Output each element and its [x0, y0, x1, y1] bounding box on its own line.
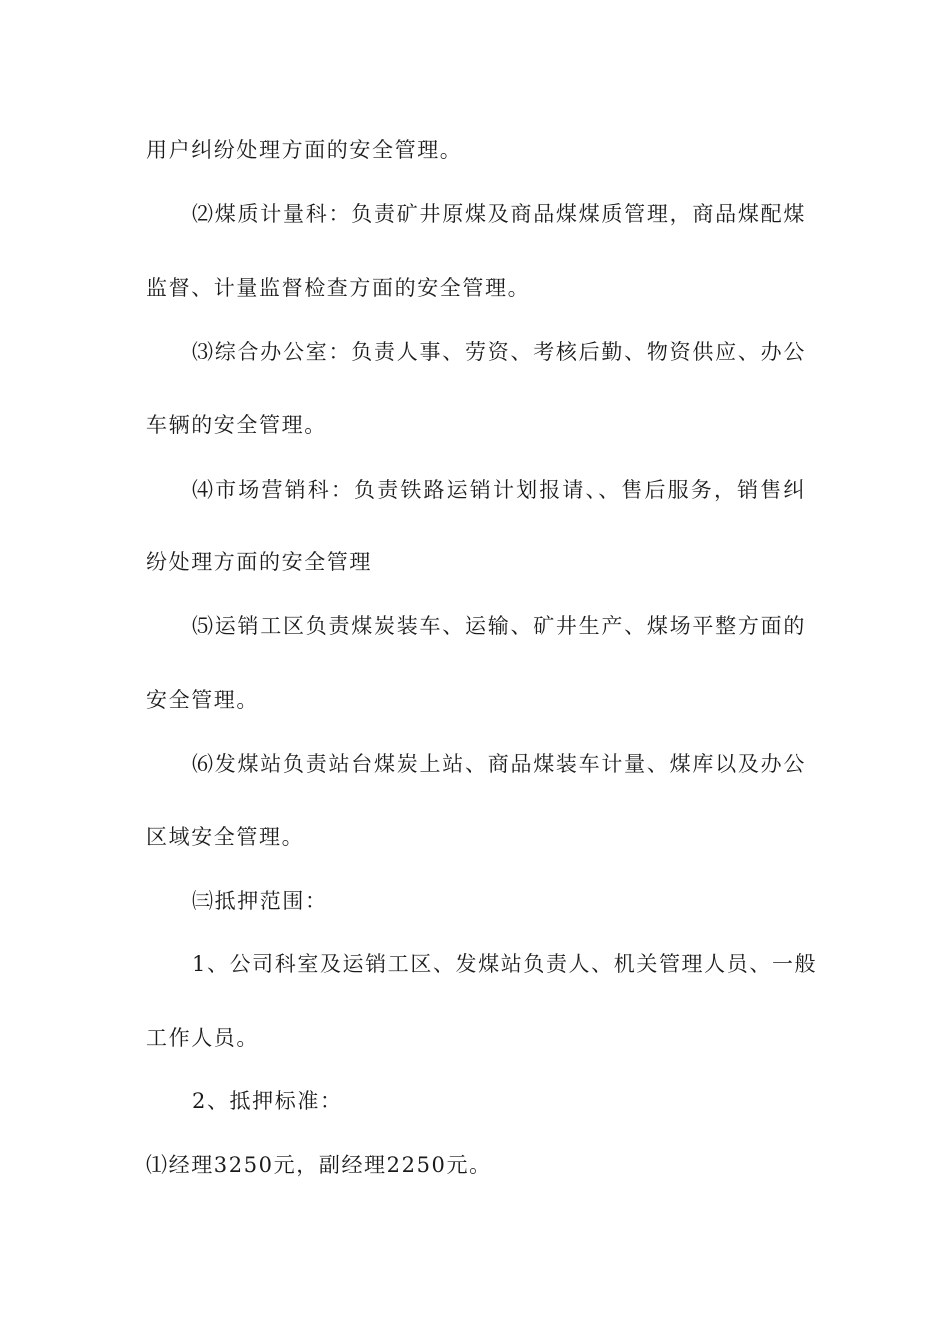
text-line: ⑶综合办公室：负责人事、劳资、考核后勤、物资供应、办公 [192, 340, 806, 364]
text-line: 2、抵押标准： [192, 1089, 343, 1113]
text-line: 车辆的安全管理。 [146, 413, 327, 437]
text-line: ⑸运销工区负责煤炭装车、运输、矿井生产、煤场平整方面的 [192, 614, 806, 638]
text-line: ⑵煤质计量科：负责矿井原煤及商品煤煤质管理，商品煤配煤 [192, 202, 806, 226]
text-line: ⑴经理3250元，副经理2250元。 [146, 1153, 492, 1177]
text-line: 监督、计量监督检查方面的安全管理。 [146, 276, 531, 300]
text-line: 1、公司科室及运销工区、发煤站负责人、机关管理人员、一般 [192, 952, 818, 976]
text-line: ⑷市场营销科：负责铁路运销计划报请、、售后服务，销售纠 [192, 478, 806, 502]
text-line: 用户纠纷处理方面的安全管理。 [146, 138, 463, 162]
text-line: ⑹发煤站负责站台煤炭上站、商品煤装车计量、煤库以及办公 [192, 752, 806, 776]
section-heading: ㈢抵押范围： [192, 889, 328, 913]
text-line: 纷处理方面的安全管理 [146, 550, 372, 574]
text-line: 工作人员。 [146, 1026, 259, 1050]
text-line: 安全管理。 [146, 688, 259, 712]
text-line: 区域安全管理。 [146, 825, 305, 849]
